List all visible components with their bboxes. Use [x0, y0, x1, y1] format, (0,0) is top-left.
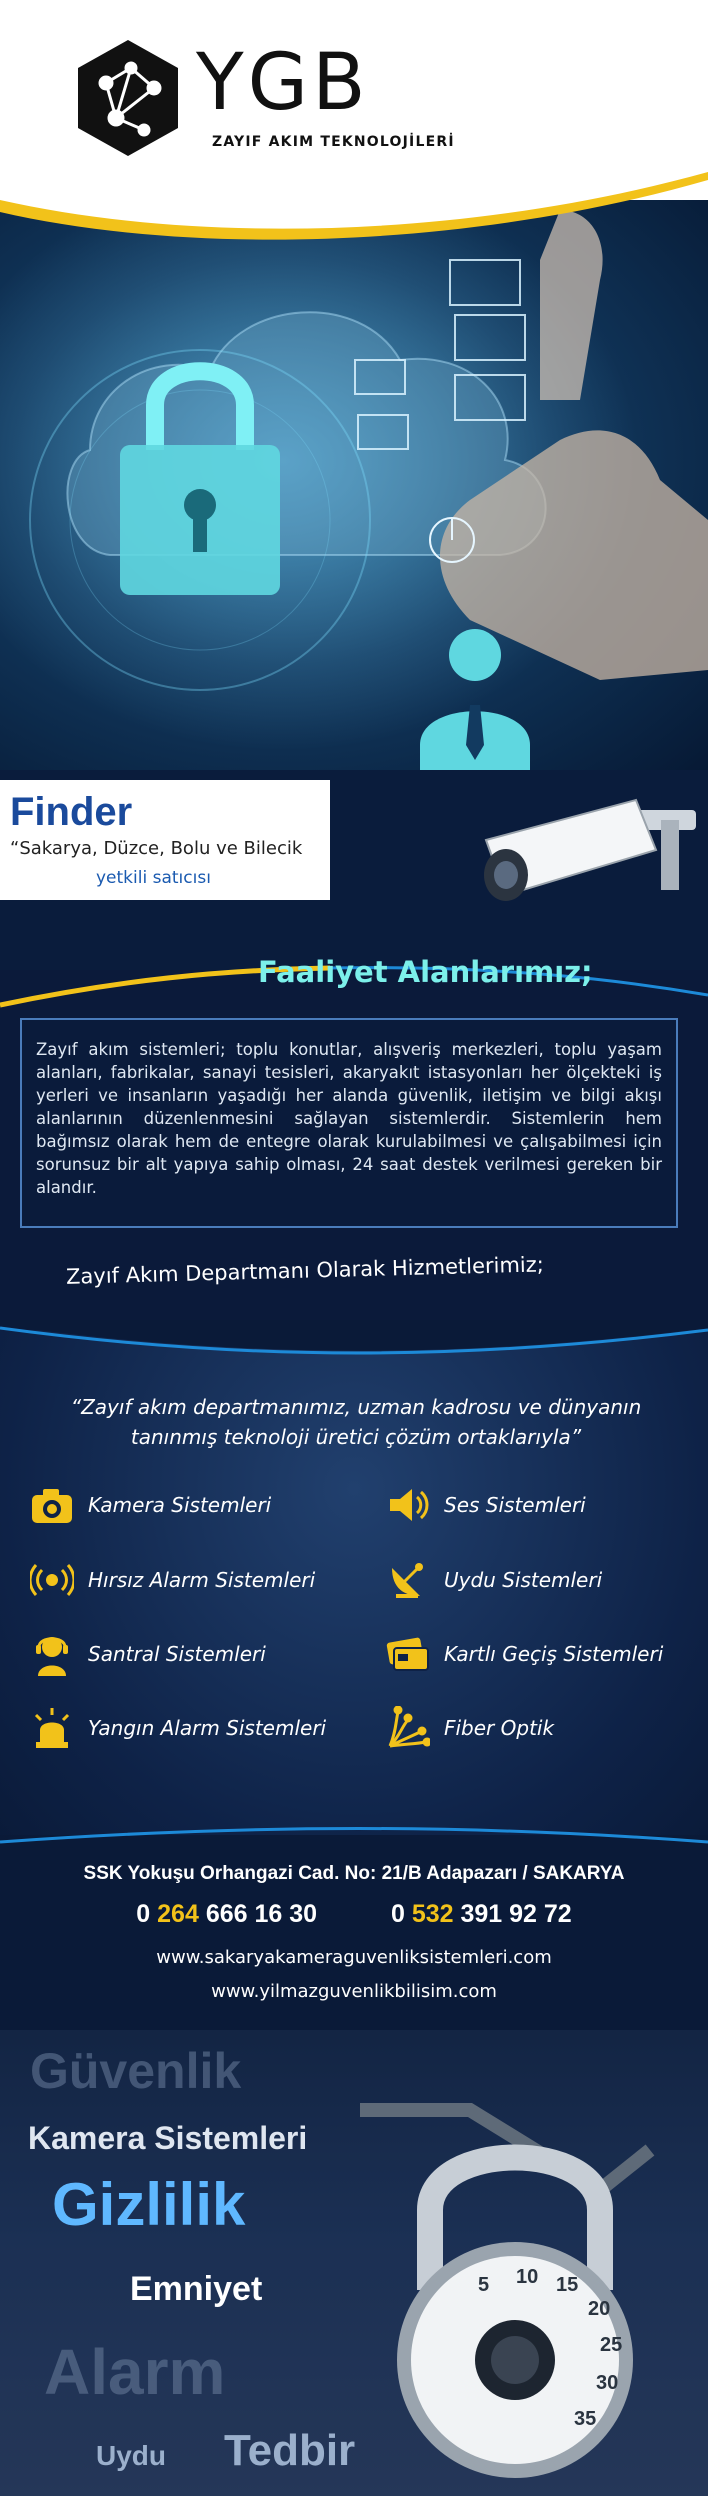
dial-number: 25: [600, 2334, 623, 2356]
service-item: [30, 1706, 326, 1750]
service-label: Hırsız Alarm Sistemleri: [88, 1568, 316, 1592]
access-card-icon: [386, 1632, 430, 1676]
finder-regions: “Sakarya, Düzce, Bolu ve Bilecik: [10, 838, 303, 859]
activities-title: Faaliyet Alanlarımız;: [258, 955, 593, 989]
website-link-1[interactable]: www.sakaryakameraguvenliksistemleri.com: [156, 1947, 552, 1968]
siren-icon: [30, 1706, 74, 1750]
finder-logo: Finder: [10, 790, 133, 834]
dial-number: 5: [478, 2274, 490, 2296]
camera-icon: [30, 1483, 74, 1527]
contact-divider: [0, 1822, 708, 1852]
speaker-icon: [386, 1483, 430, 1527]
operator-headset-icon: [30, 1632, 74, 1676]
satellite-dish-icon: [386, 1558, 430, 1602]
logo-subtitle: ZAYIF AKIM TEKNOLOJİLERİ: [212, 134, 455, 150]
finder-authorized: yetkili satıcısı: [96, 868, 211, 888]
service-label: Kartlı Geçiş Sistemleri: [444, 1642, 664, 1666]
service-item: [30, 1632, 266, 1676]
cctv-camera-icon: [476, 780, 706, 940]
fiber-optic-icon: [386, 1706, 430, 1750]
activities-box: [20, 1018, 678, 1228]
service-label: Fiber Optik: [444, 1716, 555, 1740]
keyword: Güvenlik: [30, 2043, 242, 2099]
logo-hexagon-icon: [76, 38, 180, 158]
department-title: Zayıf Akım Departmanı Olarak Hizmetlerimiz;: [65, 1252, 545, 1289]
keyword: Kamera Sistemleri: [28, 2120, 308, 2156]
department-quote: “Zayıf akım departmanımız, uzman kadrosu ve dünyanın tanınmış teknoloji üretici çözüm ortaklarıyla”: [70, 1395, 642, 1449]
service-label: Uydu Sistemleri: [444, 1568, 603, 1592]
service-item: [386, 1632, 663, 1676]
hero-image: [0, 200, 708, 780]
keyword: Gizlilik: [52, 2171, 246, 2238]
service-item: [30, 1558, 315, 1602]
keyword: Uydu: [96, 2440, 166, 2471]
contact-address: SSK Yokuşu Orhangazi Cad. No: 21/B Adapazarı / SAKARYA: [83, 1863, 625, 1884]
dial-number: 20: [588, 2298, 611, 2320]
contact-phones: [0, 1900, 708, 1929]
phone-2[interactable]: 0 532 391 92 72: [390, 1900, 572, 1928]
phone-1[interactable]: 0 264 666 16 30: [136, 1900, 318, 1928]
keyword: Tedbir: [224, 2426, 356, 2475]
keyword: Alarm: [44, 2336, 226, 2408]
keyword: Emniyet: [130, 2270, 263, 2308]
dial-number: 30: [596, 2372, 619, 2394]
service-label: Yangın Alarm Sistemleri: [88, 1716, 327, 1740]
service-item: [30, 1483, 271, 1527]
activities-description: Zayıf akım sistemleri; toplu konutlar, alışveriş merkezleri, toplu yaşam alanları, fabrikalar, sanayi tesisleri, akaryakıt istasyonları her ölçekteki iş yerleri ve insanların yaşadığı her alanda güvenlik, iletişim ve bilgi akışı alanlarının düzenlenmesini sağlayan sistemlerdir. Sistemlerin hem bağımsız olarak hem de entegre olarak kurulabilmesi ve çalışabilmesi için sorunsuz bir alt yapıya sahip olması, 24 saat destek verilmesi gereken bir alandır.: [36, 1040, 662, 1197]
header-swoosh: [0, 150, 708, 270]
service-label: Ses Sistemleri: [444, 1493, 586, 1517]
security-illustration: [0, 200, 708, 780]
service-label: Santral Sistemleri: [88, 1642, 266, 1666]
dial-number: 15: [556, 2274, 579, 2296]
dial-number: 10: [516, 2266, 539, 2288]
services-swoosh: [0, 1320, 708, 1360]
service-item: [386, 1706, 554, 1750]
service-item: [386, 1483, 586, 1527]
logo-text: YGB: [196, 38, 370, 128]
keywords-section: [0, 2030, 708, 2496]
service-item: [386, 1558, 602, 1602]
dial-number: 35: [574, 2408, 597, 2430]
website-link-2[interactable]: www.yilmazguvenlikbilisim.com: [211, 1981, 497, 2002]
service-label: Kamera Sistemleri: [88, 1493, 272, 1517]
alarm-signal-icon: [30, 1558, 74, 1602]
